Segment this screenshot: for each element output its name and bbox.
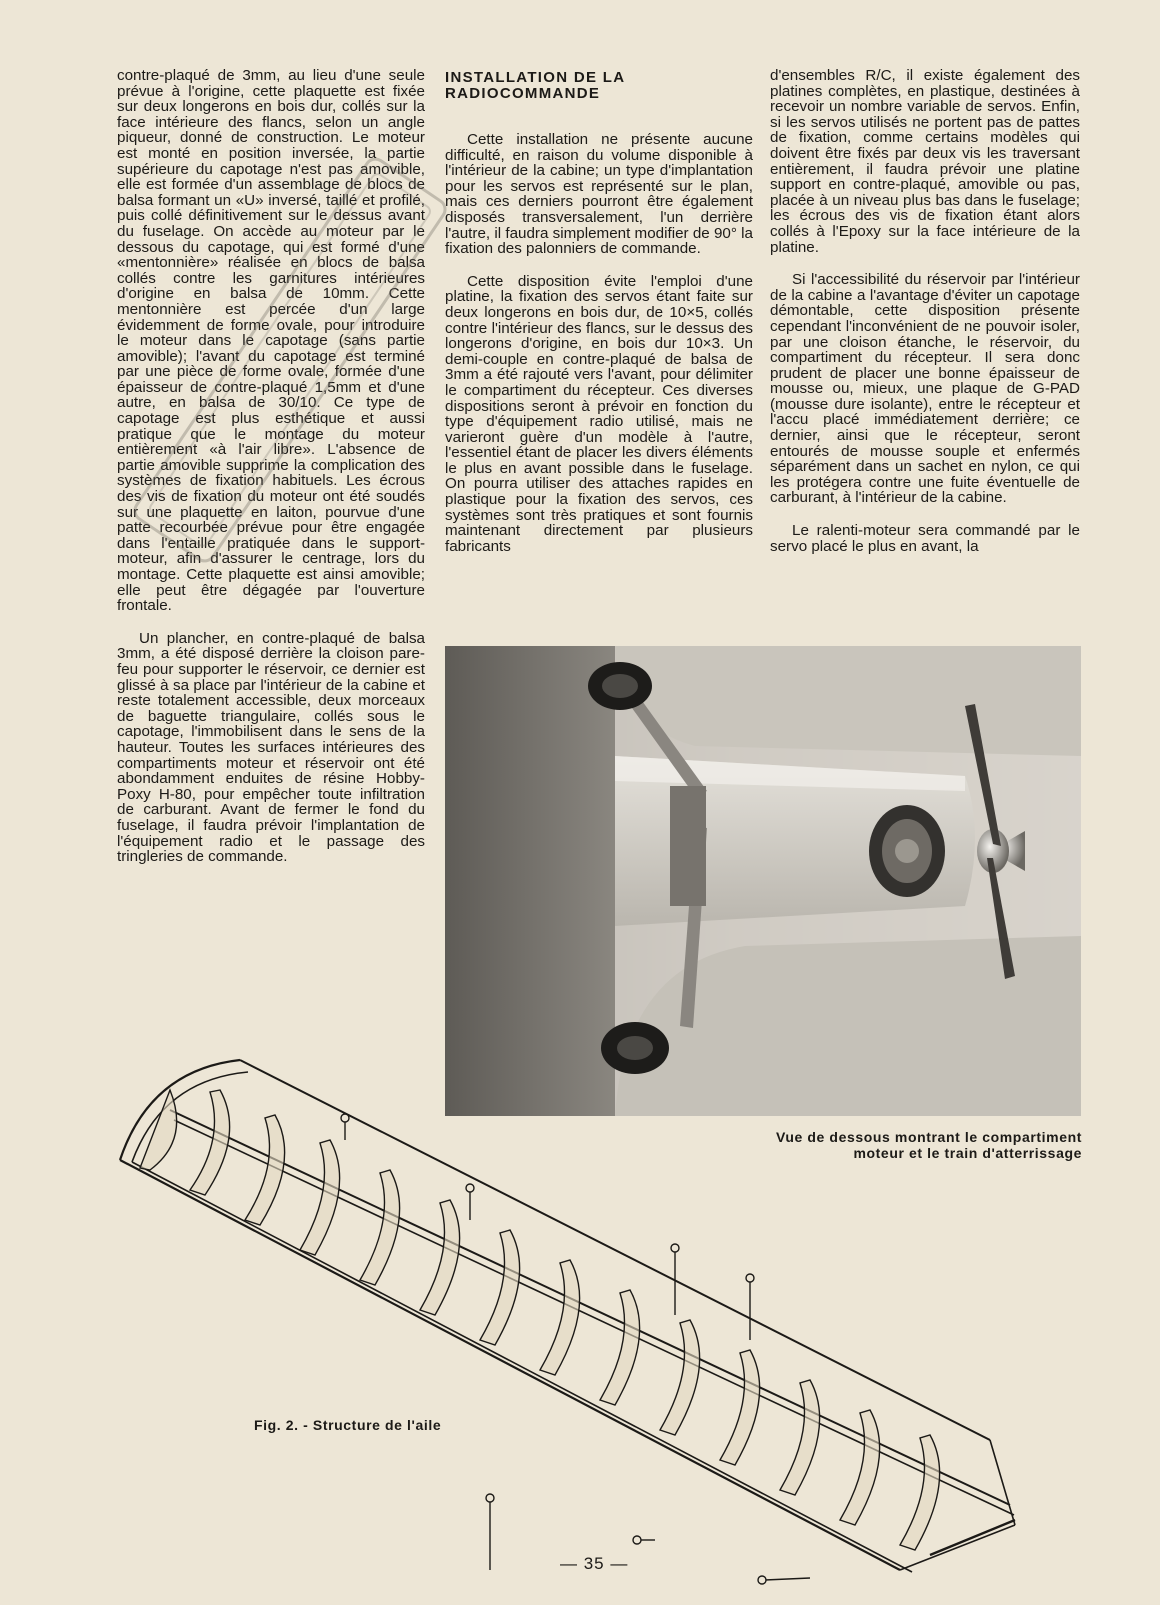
photo-caption-line-1: Vue de dessous montrant le compartiment bbox=[775, 1129, 1082, 1145]
paragraph: d'ensembles R/C, il existe également des platines complètes, en plastique, destinées à recevoir un nombre variable de servos. Enfin, si les servos utilisés ne portent pas de pattes de fixation, comme certains modèles qui doivent être fixés par deux vis les traversant entièrement, il faudra prévoir une platine support en contre-plaqué, amovible ou pas, placée à un niveau plus bas dans le fuselage; les écrous des vis de fixation étant alors collés à l'Epoxy sur la face intérieure de la platine. bbox=[770, 67, 1080, 256]
heading-line-1: INSTALLATION DE LA bbox=[445, 69, 626, 86]
text-column-2 bbox=[445, 70, 753, 571]
text-column-3 bbox=[770, 68, 1080, 571]
paragraph: Le ralenti-moteur sera commandé par le servo placé le plus en avant, la bbox=[770, 522, 1080, 555]
paragraph: Si l'accessibilité du réservoir par l'intérieur de la cabine a l'avantage d'éviter un capotage démontable, cette disposition présente cependant l'inconvénient de ne pouvoir isoler, par une cloison étanche, le réservoir, du compartiment du récepteur. Il sera donc prudent de placer une bonne épaisseur de mousse ou, mieux, une plaque de G-PAD (mousse dure isolante), entre le récepteur et l'accu placé immédiatement derrière; ce dernier, ainsi que le récepteur, seront entourés de mousse souple et enfermés séparément dans un sachet en nylon, ce qui les protégera contre une fuite éventuelle de carburant, à l'intérieur de la cabine. bbox=[770, 271, 1080, 507]
heading-line-2: RADIOCOMMANDE bbox=[445, 85, 601, 102]
figure-caption: Fig. 2. - Structure de l'aile bbox=[254, 1417, 442, 1433]
photo-caption-line-2: moteur et le train d'atterrissage bbox=[853, 1145, 1082, 1161]
aircraft-photo-drawing bbox=[445, 646, 1081, 1116]
section-heading bbox=[445, 70, 753, 102]
paragraph: contre-plaqué de 3mm, au lieu d'une seule prévue à l'origine, cette plaquette est fixée sur deux longerons en bois dur, collés sur la face intérieure des flancs, selon un angle piqueur, donné de construction. Le moteur est monté en position inversée, la partie supérieure du capotage n'est pas amovible, elle est formée d'un assemblage de blocs de balsa formant un «U» inversé, taillé et profilé, puis collé définitivement sur le dessus avant du fuselage. On accède au moteur par le dessous du capotage, qui est formé d'une «mentonnière» réalisée en blocs de balsa collés contre les garnitures intérieures d'origine en balsa de 10mm. Cette mentonnière est percée d'un large évidemment de forme ovale, pour introduire le moteur dans le capotage (sans partie amovible); l'avant du capotage est terminé par une pièce de forme ovale, formée d'une épaisseur de contre-plaqué 1,5mm et d'une autre, en balsa de 30/10. Ce type de capotage est plus esthétique et aussi pratique que le montage du moteur entièrement «à l'air libre». L'absence de partie amovible supprime la complication des systèmes de fixation habituels. Les écrous des vis de fixation du moteur ont été soudés sur une plaquette en laiton, pourvue d'une patte recourbée prévue pour être engagée dans l'entaille pratiquée dans le support-moteur, afin d'assurer le centrage, lors du montage. Cette plaquette est ainsi amovible; elle peut être dégagée par l'ouverture frontale. bbox=[117, 67, 425, 615]
paragraph: Cette disposition évite l'emploi d'une platine, la fixation des servos étant faite sur deux longerons en bois dur, de 10×5, collés contre l'intérieur des flancs, sur le dessus des longerons d'origine, en bois dur 10×3. Un demi-couple en contre-plaqué de balsa de 3mm a été rajouté vers l'avant, pour délimiter le compartiment du récepteur. Ces diverses dispositions seront à prévoir en fonction du type d'équipement radio utilisé, mais ne varieront guère d'un modèle à l'autre, l'essentiel étant de placer les divers éléments le plus en avant possible dans le fuselage. On pourra utiliser des attaches rapides en plastique pour la fixation des servos, ces systèmes sont très pratiques et sont fournis maintenant directement par plusieurs fabricants bbox=[445, 272, 753, 555]
wing-structure-drawing bbox=[110, 1050, 1100, 1590]
paragraph: Cette installation ne présente aucune difficulté, en raison du volume disponible à l'intérieur de la cabine; un type d'implantation pour les servos est représenté sur le plan, mais ces derniers pourront être également disposés transversalement, l'un derrière l'autre, il faudra simplement modifier de 90° la fixation des palonniers de commande. bbox=[445, 131, 753, 258]
page-number: — 35 — bbox=[560, 1554, 629, 1573]
aircraft-underside-photo bbox=[445, 646, 1081, 1116]
paragraph: Un plancher, en contre-plaqué de balsa 3mm, a été disposé derrière la cloison pare-feu pour supporter le réservoir, ce dernier est glissé à sa place par l'intérieur de la cabine et reste totalement accessible, deux morceaux de baguette triangulaire, collés sous le capotage, l'immobilisent dans le sens de la hauteur. Toutes les surfaces intérieures des compartiments moteur et réservoir ont été abondamment enduites de résine Hobby-Poxy H-80, pour empêcher toute infiltration de carburant. Avant de fermer le fond du fuselage, il faudra prévoir l'implantation de l'équipement radio et le passage des tringleries de commande. bbox=[117, 629, 425, 866]
